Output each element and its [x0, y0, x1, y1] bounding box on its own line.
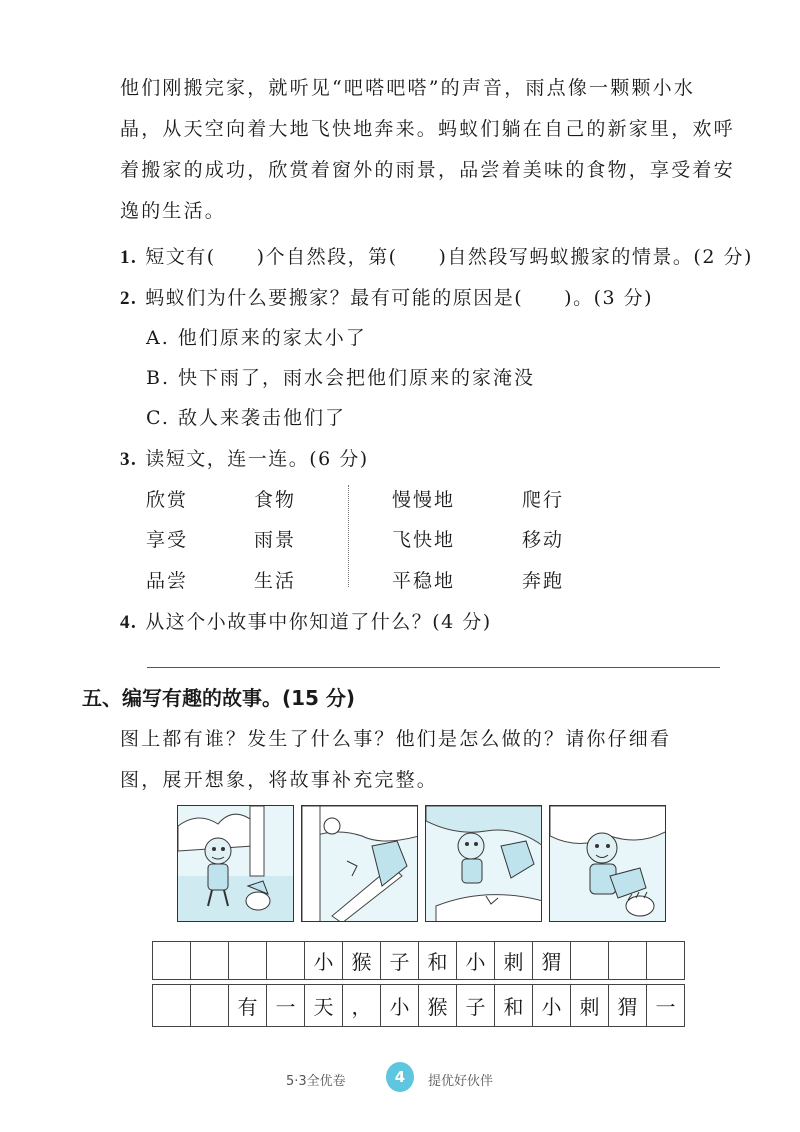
match-word[interactable]: 爬行: [522, 489, 565, 511]
passage-line: 晶，从天空向着大地飞快地奔来。蚂蚁们躺在自己的新家里，欢呼: [120, 118, 735, 140]
prompt-line: 图上都有谁？发生了什么事？他们是怎么做的？请你仔细看: [120, 728, 672, 750]
match-word[interactable]: 奔跑: [522, 570, 565, 592]
grid-cell: 猬: [533, 942, 571, 980]
question-2: [120, 283, 653, 310]
grid-cell: 猬: [609, 985, 647, 1027]
question-1: [120, 242, 753, 269]
option-a[interactable]: A. 他们原来的家太小了: [146, 327, 367, 349]
footer-slogan: 提优好伙伴: [428, 1074, 494, 1089]
match-word[interactable]: 享受: [146, 529, 189, 551]
match-word[interactable]: 雨景: [254, 529, 297, 551]
grid-cell: 小: [305, 942, 343, 980]
question-number: 1.: [120, 247, 138, 268]
option-b[interactable]: B. 快下雨了，雨水会把他们原来的家淹没: [146, 367, 536, 389]
grid-cell[interactable]: [153, 985, 191, 1027]
grid-cell: 子: [457, 985, 495, 1027]
grid-cell: 天: [305, 985, 343, 1027]
divider: [147, 667, 720, 668]
match-word[interactable]: 飞快地: [392, 529, 456, 551]
question-text: 短文有( )个自然段，第( )自然段写蚂蚁搬家的情景。(2 分): [145, 246, 753, 268]
prompt-line: 图，展开想象，将故事补充完整。: [120, 769, 439, 791]
grid-cell: 猴: [419, 985, 457, 1027]
grid-cell: 猴: [343, 942, 381, 980]
grid-cell[interactable]: [609, 942, 647, 980]
passage-line: 他们刚搬完家，就听见“吧嗒吧嗒”的声音，雨点像一颗颗小水: [120, 77, 696, 99]
grid-cell[interactable]: [571, 942, 609, 980]
question-number: 4.: [120, 612, 138, 633]
grid-cell[interactable]: [267, 942, 305, 980]
passage: [120, 68, 735, 232]
grid-cell[interactable]: [229, 942, 267, 980]
grid-cell: 小: [381, 985, 419, 1027]
grid-cell: 和: [419, 942, 457, 980]
grid-cell: 小: [457, 942, 495, 980]
grid-cell[interactable]: [647, 942, 685, 980]
match-word[interactable]: 生活: [254, 570, 297, 592]
grid-cell: 小: [533, 985, 571, 1027]
option-c[interactable]: C. 敌人来袭击他们了: [146, 407, 346, 429]
match-word[interactable]: 移动: [522, 529, 565, 551]
column-divider: [348, 485, 349, 587]
section-prompt: [120, 719, 720, 801]
picture-4: [549, 805, 666, 922]
question-3: [120, 444, 369, 471]
grid-cell: 和: [495, 985, 533, 1027]
picture-3: [425, 805, 542, 922]
grid-cell[interactable]: [191, 985, 229, 1027]
footer-series: 5·3全优卷: [286, 1074, 346, 1089]
match-word[interactable]: 品尝: [146, 570, 189, 592]
question-number: 3.: [120, 449, 138, 470]
match-word[interactable]: 食物: [254, 489, 297, 511]
grid-cell: 刺: [495, 942, 533, 980]
question-text: 读短文，连一连。(6 分): [145, 448, 369, 470]
picture-2: [301, 805, 418, 922]
grid-cell[interactable]: [153, 942, 191, 980]
grid-cell: 刺: [571, 985, 609, 1027]
grid-cell[interactable]: [191, 942, 229, 980]
question-4: [120, 607, 492, 634]
writing-grid-row-1: [152, 941, 685, 980]
grid-cell: 子: [381, 942, 419, 980]
grid-cell: 一: [267, 985, 305, 1027]
match-word[interactable]: 平稳地: [392, 570, 456, 592]
grid-cell: 有: [229, 985, 267, 1027]
picture-1: [177, 805, 294, 922]
grid-cell: ，: [343, 985, 381, 1027]
passage-line: 逸的生活。: [120, 200, 227, 222]
question-number: 2.: [120, 288, 138, 309]
match-word[interactable]: 慢慢地: [392, 489, 456, 511]
page-number: 4: [386, 1062, 414, 1092]
match-word[interactable]: 欣赏: [146, 489, 189, 511]
passage-line: 着搬家的成功，欣赏着窗外的雨景，品尝着美味的食物，享受着安: [120, 159, 735, 181]
writing-grid-row-2: [152, 984, 685, 1027]
question-text: 蚂蚁们为什么要搬家？最有可能的原因是( )。(3 分): [145, 287, 654, 309]
question-text: 从这个小故事中你知道了什么？(4 分): [145, 611, 492, 633]
grid-cell: 一: [647, 985, 685, 1027]
section-title: 五、编写有趣的故事。(15 分): [82, 686, 356, 710]
